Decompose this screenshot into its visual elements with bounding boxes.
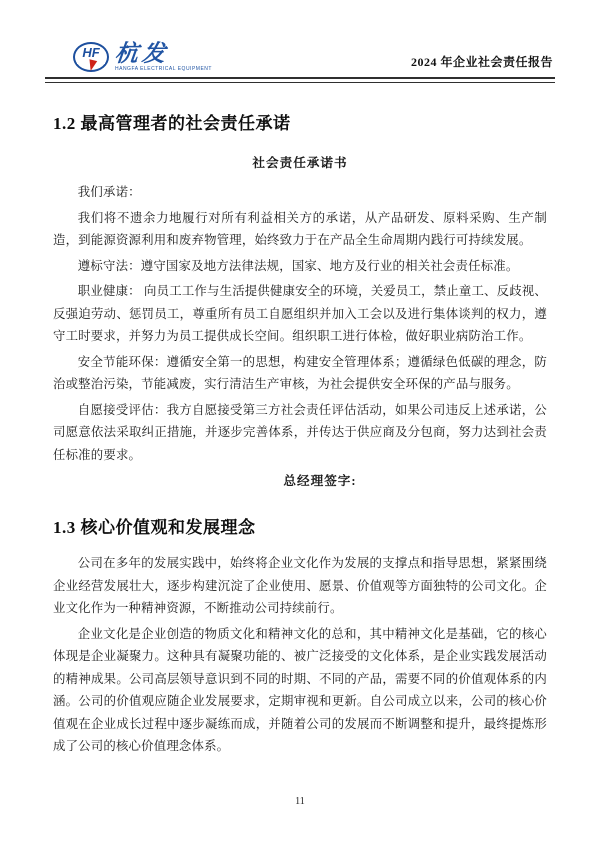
commitment-letter-title: 社会责任承诺书 bbox=[252, 156, 348, 170]
paragraph: 遵标守法：遵守国家及地方法律法规，国家、地方及行业的相关社会责任标准。 bbox=[77, 258, 519, 273]
hf-emblem-icon bbox=[73, 42, 109, 72]
paragraph: 自愿接受评估：我方自愿接受第三方社会责任评估活动，如果公司违反上述承诺，公司愿意依法采取纠正措施，并逐步完善体系，并传达于供应商及分包商，努力达到社会责任标准的要求。 bbox=[53, 402, 547, 462]
paragraph: 安全节能环保：遵循安全第一的思想，构建安全管理体系；遵循绿色低碳的理念，防治或整治污染，节能减废，实行清洁生产审核，为社会提供安全环保的产品与服务。 bbox=[53, 354, 547, 391]
paragraph: 公司在多年的发展实践中，始终将企业文化作为发展的支撑点和指导思想，紧紧围绕企业经营发展壮大，逐步构建沉淀了企业使用、愿景、价值观等方面独特的公司文化。企业文化作为一种精神资源，不断推动公司持续前行。 bbox=[53, 556, 547, 615]
general-manager-signature-label: 总经理签字: bbox=[283, 474, 357, 488]
page-content bbox=[53, 112, 547, 761]
logo-monogram: HF bbox=[82, 45, 100, 60]
section-1-3-heading: 1.3 核心价值观和发展理念 bbox=[53, 518, 256, 537]
logo-red-check-icon bbox=[87, 59, 97, 72]
paragraph: 我们将不遗余力地履行对所有利益相关方的承诺，从产品研发、原料采购、生产制造，到能源资源利用和废弃物管理，始终致力于在产品全生命周期内践行可持续发展。 bbox=[53, 210, 547, 247]
report-title: 2024 年企业社会责任报告 bbox=[410, 55, 553, 69]
company-logo bbox=[73, 42, 212, 72]
page-header bbox=[45, 30, 555, 83]
paragraph: 企业文化是企业创造的物质文化和精神文化的总和，其中精神文化是基础，它的核心体现是企业凝聚力。这种具有凝聚功能的、被广泛接受的文化体系，是企业实践发展活动的精神成果。公司高层领导意识到不同的时期、不同的产品，需要不同的价值观体系的内涵。公司的价值观应随企业发展要求，定期审视和更新。自公司成立以来，公司的核心价值观在企业成长过程中逐步凝练而成，并随着公司的发展而不断调整和提升，最终提炼形成了公司的核心价值理念体系。 bbox=[53, 626, 547, 753]
logo-tagline: HANGFA ELECTRICAL EQUIPMENT bbox=[115, 66, 212, 72]
section-1-2-heading: 1.2 最高管理者的社会责任承诺 bbox=[53, 114, 291, 133]
paragraph: 我们承诺： bbox=[77, 185, 141, 199]
logo-brand-name: 杭发 bbox=[113, 41, 171, 66]
logo-text-block bbox=[115, 42, 212, 72]
header-divider-rule bbox=[45, 77, 555, 83]
paragraph: 职业健康： 向员工工作与生活提供健康安全的环境，关爱员工，禁止童工、反歧视、反强迫劳动、惩罚员工，尊重所有员工自愿组织并加入工会以及进行集体谈判的权力，遵守工时要求，并努力为员工提供成长空间。组织职工进行体检，做好职业病防治工作。 bbox=[53, 284, 547, 343]
page-number: 11 bbox=[295, 796, 305, 807]
